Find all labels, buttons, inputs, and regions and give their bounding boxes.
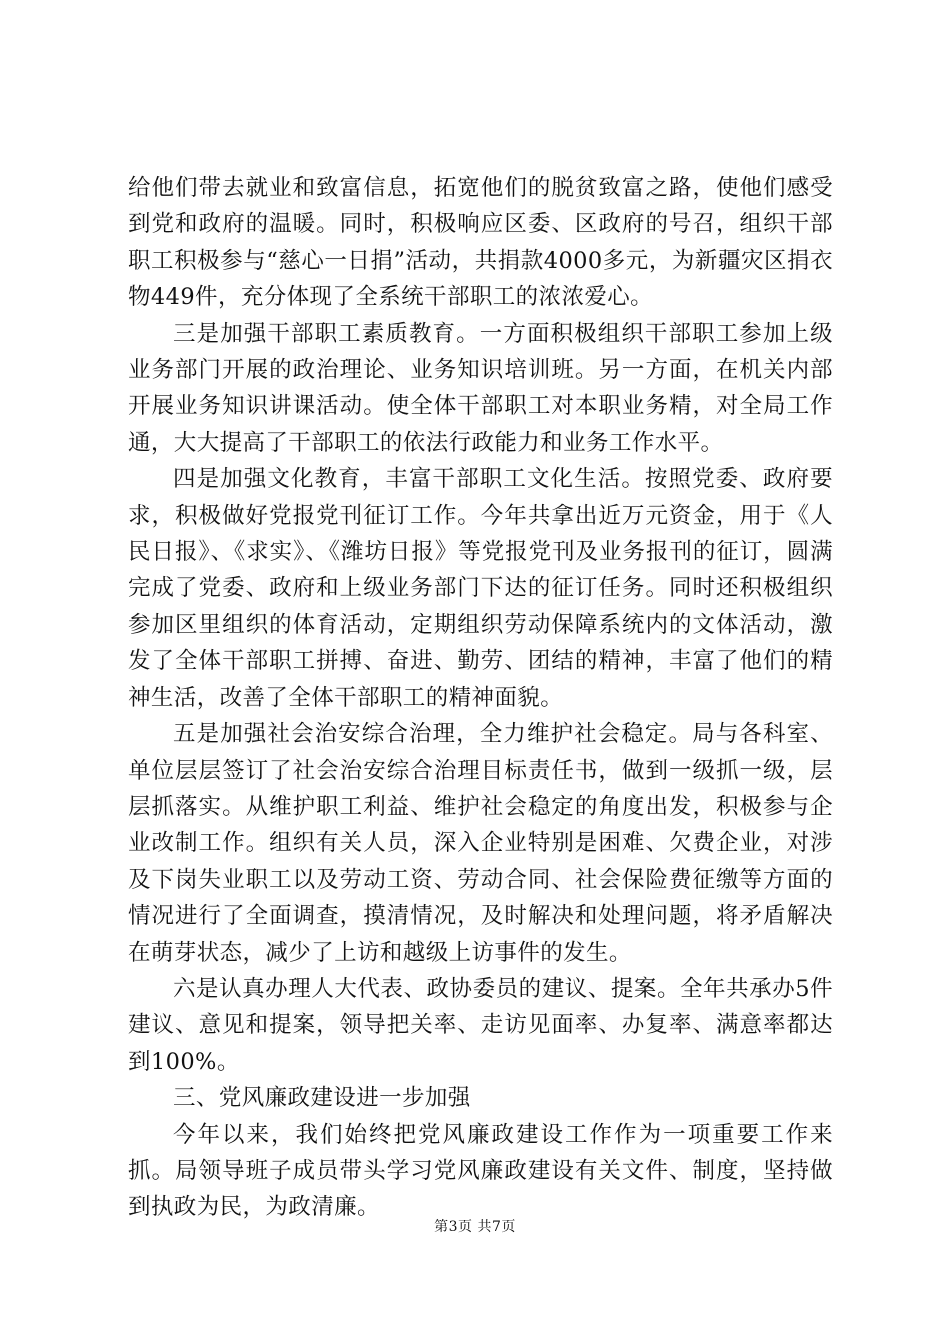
paragraph-continued: 给他们带去就业和致富信息，拓宽他们的脱贫致富之路，使他们感受到党和政府的温暖。同时，积极响应区委、区政府的号召，组织干部职工积极参与“慈心一日捐”活动，共捐款4000多元，为新疆灾区捐衣物449件，充分体现了全系统干部职工的浓浓爱心。 [128, 175, 833, 311]
paragraph-integrity: 今年以来，我们始终把党风廉政建设工作作为一项重要工作来抓。局领导班子成员带头学习党风廉政建设有关文件、制度，坚持做到执政为民，为政清廉。 [128, 1121, 833, 1221]
paragraph-social-security: 五是加强社会治安综合治理，全力维护社会稳定。局与各科室、单位层层签订了社会治安综合治理目标责任书，做到一级抓一级，层层抓落实。从维护职工利益、维护社会稳定的角度出发，积极参与企业改制工作。组织有关人员，深入企业特别是困难、欠费企业，对涉及下岗失业职工以及劳动工资、劳动合同、社会保险费征缴等方面的情况进行了全面调查，摸清情况，及时解决和处理问题，将矛盾解决在萌芽状态，减少了上访和越级上访事件的发生。 [128, 721, 833, 966]
paragraph-quality-education: 三是加强干部职工素质教育。一方面积极组织干部职工参加上级业务部门开展的政治理论、业务知识培训班。另一方面，在机关内部开展业务知识讲课活动。使全体干部职工对本职业务精，对全局工作通，大大提高了干部职工的依法行政能力和业务工作水平。 [128, 320, 833, 456]
section-heading: 三、党风廉政建设进一步加强 [173, 1085, 471, 1112]
page-number: 第3页 共7页 [434, 1219, 516, 1235]
paragraph-proposals: 六是认真办理人大代表、政协委员的建议、提案。全年共承办5件建议、意见和提案，领导把关率、走访见面率、办复率、满意率都达到100%。 [128, 975, 833, 1075]
paragraph-cultural-education: 四是加强文化教育，丰富干部职工文化生活。按照党委、政府要求，积极做好党报党刊征订工作。今年共拿出近万元资金，用于《人民日报》、《求实》、《潍坊日报》等党报党刊及业务报刊的征订，圆满完成了党委、政府和上级业务部门下达的征订任务。同时还积极组织参加区里组织的体育活动，定期组织劳动保障系统内的文体活动，激发了全体干部职工拼搏、奋进、勤劳、团结的精神，丰富了他们的精神生活，改善了全体干部职工的精神面貌。 [128, 466, 833, 711]
document-body [128, 170, 833, 1226]
